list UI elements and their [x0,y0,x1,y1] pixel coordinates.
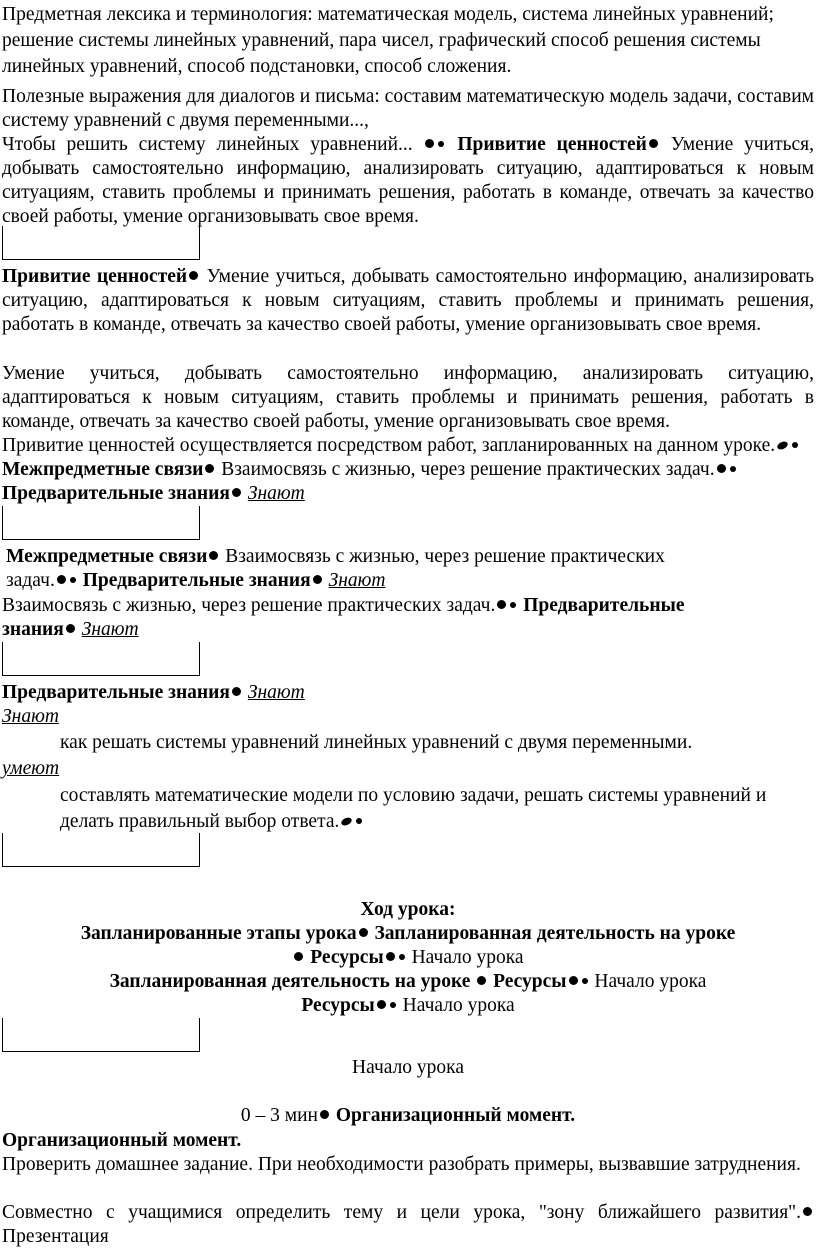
bullet-icon [425,139,434,148]
bullet-icon [776,440,789,451]
lesson-start-line [2,1056,814,1080]
topic-paragraph [2,1201,814,1249]
bullet-icon [792,442,798,448]
bullet-icon [205,464,214,473]
bullet-icon [359,928,368,937]
know-description [2,731,814,755]
solve-values-paragraph [2,133,814,229]
values-implementation-text: Привитие ценностей осуществляется посредством работ, запланированных на данном уроке. [2,435,776,456]
bullet-icon [232,488,241,497]
bullet-icon [399,954,405,960]
vocabulary-paragraph [2,2,814,80]
planned-activity-line [2,970,814,994]
skills-paragraph [2,362,814,434]
know-label: Знают [247,682,305,703]
bullet-icon [377,1000,386,1009]
can-text: составлять математические модели по условию задачи, решать системы уравнений и делать правильный выбор ответа. [60,785,767,832]
bullet-icon [803,1207,812,1216]
lesson-start-text: Начало урока [594,971,707,992]
resources-label: Ресурсы [310,947,384,968]
values-paragraph [2,265,814,337]
bullet-icon [477,976,486,985]
homework-text: Проверить домашнее задание. При необходимости разобрать примеры, вызвавшие затруднения. [2,1154,801,1175]
planned-activity-label: Запланированная деятельность на уроке [109,971,471,992]
bullet-icon [70,577,76,583]
lesson-heading [2,898,814,922]
values-implementation-paragraph [2,434,814,506]
know-label: Знают [247,483,305,504]
bullet-icon [356,818,362,824]
bullet-icon [390,1002,396,1008]
prior-knowledge-label: Предварительные знания [2,595,685,640]
solve-system-text: Чтобы решить систему линейных уравнений... [2,134,413,155]
can-description [2,783,814,835]
bullet-icon [340,816,353,827]
intersubject-paragraph [2,545,706,593]
time-org-line [2,1104,814,1128]
bullet-icon [438,141,444,147]
bullet-icon [649,139,658,148]
phrases-paragraph [2,85,814,133]
bullet-icon [510,602,516,608]
life-connection-paragraph [2,594,747,642]
know-label: Знают [328,570,386,591]
know-label: Знают [2,706,59,727]
know-heading [2,705,814,729]
intersubject-label: Межпредметные связи [6,546,208,567]
intersubject-label: Межпредметные связи [2,459,204,480]
resources-label: Ресурсы [301,995,375,1016]
bullet-icon [497,600,506,609]
can-label: умеют [2,758,60,779]
skills-text: Умение учиться, добывать самостоятельно информацию, анализировать ситуацию, адаптироваться к новым ситуациям, ставить проблемы и принимать решения, работать в команде, отвечать за качество своей работы, умение организовывать свое время. [2,363,814,432]
org-moment-label: Организационный момент. [335,1105,576,1126]
planned-stages-label: Запланированные этапы урока [80,923,357,944]
intersubject-text: Взаимосвязь с жизнью, через решение практических задач. [6,546,665,591]
presentation-label: Презентация [2,1226,109,1247]
lesson-start-text: Начало урока [351,1057,465,1078]
time-range-text: 0 – 3 мин [240,1105,318,1126]
table-cell-fragment [2,226,200,260]
bullet-icon [386,952,395,961]
values-label: Привитие ценностей [2,266,188,287]
bullet-icon [313,575,322,584]
prior-knowledge-label: Предварительные знания [2,483,230,504]
bullet-icon [717,464,726,473]
intersubject-text: Взаимосвязь с жизнью, через решение практических задач. [2,595,496,616]
table-cell-fragment [2,833,200,867]
bullet-icon [209,551,218,560]
bullet-icon [57,575,66,584]
table-cell-fragment [2,642,200,676]
know-text: как решать системы уравнений линейных уравнений с двумя переменными. [60,732,693,753]
bullet-icon [582,978,588,984]
values-label: Привитие ценностей [457,134,647,155]
table-cell-fragment [2,1018,200,1052]
prior-knowledge-label: Предварительные знания [82,570,311,591]
values-text: Умение учиться, добывать самостоятельно информацию, анализировать ситуацию, адаптироваться к новым ситуациям, ставить проблемы и принимать решения, работать в команде, отвечать за качество своей работы, умение организовывать свое время. [2,266,815,335]
bullet-icon [320,1110,329,1119]
bullet-icon [569,976,578,985]
org-moment-text: Организационный момент. [2,1130,242,1151]
lesson-start-text: Начало урока [411,947,524,968]
values-text: Умение учиться, добывать самостоятельно информацию, анализировать ситуацию, адаптироваться к новым ситуациям, ставить проблемы и принимать решения, работать в команде, отвечать за качество своей работы, умение организовывать свое время. [2,134,815,227]
planned-activity-label: Запланированная деятельность на уроке [374,923,736,944]
table-cell-fragment [2,506,200,540]
prior-knowledge-paragraph [2,681,814,705]
know-label: Знают [81,619,139,640]
prior-knowledge-label: Предварительные знания [2,682,230,703]
bullet-icon [232,687,241,696]
bullet-icon [66,624,75,633]
org-moment-heading [2,1129,814,1153]
vocabulary-text: Предметная лексика и терминология: математическая модель, система линейных уравнений; решение системы линейных уравнений, пара чисел, графический способ решения системы линейных уравнений, способ подстановки, способ сложения. [2,4,774,77]
bullet-icon [294,952,303,961]
intersubject-text: Взаимосвязь с жизнью, через решение практических задач. [221,459,715,480]
planned-stages-line [2,922,814,970]
bullet-icon [189,271,198,280]
lesson-heading-text: Ход урока: [360,899,456,920]
homework-paragraph [2,1153,814,1177]
topic-text: Совместно с учащимися определить тему и цели урока, "зону ближайшего развития". [2,1202,801,1223]
bullet-icon [730,466,736,472]
phrases-text: Полезные выражения для диалогов и письма: составим математическую модель задачи, составим систему уравнений с двумя переменными..., [2,86,815,131]
can-heading [2,757,814,781]
resources-label: Ресурсы [493,971,567,992]
lesson-start-text: Начало урока [402,995,515,1016]
resources-line [2,994,814,1018]
